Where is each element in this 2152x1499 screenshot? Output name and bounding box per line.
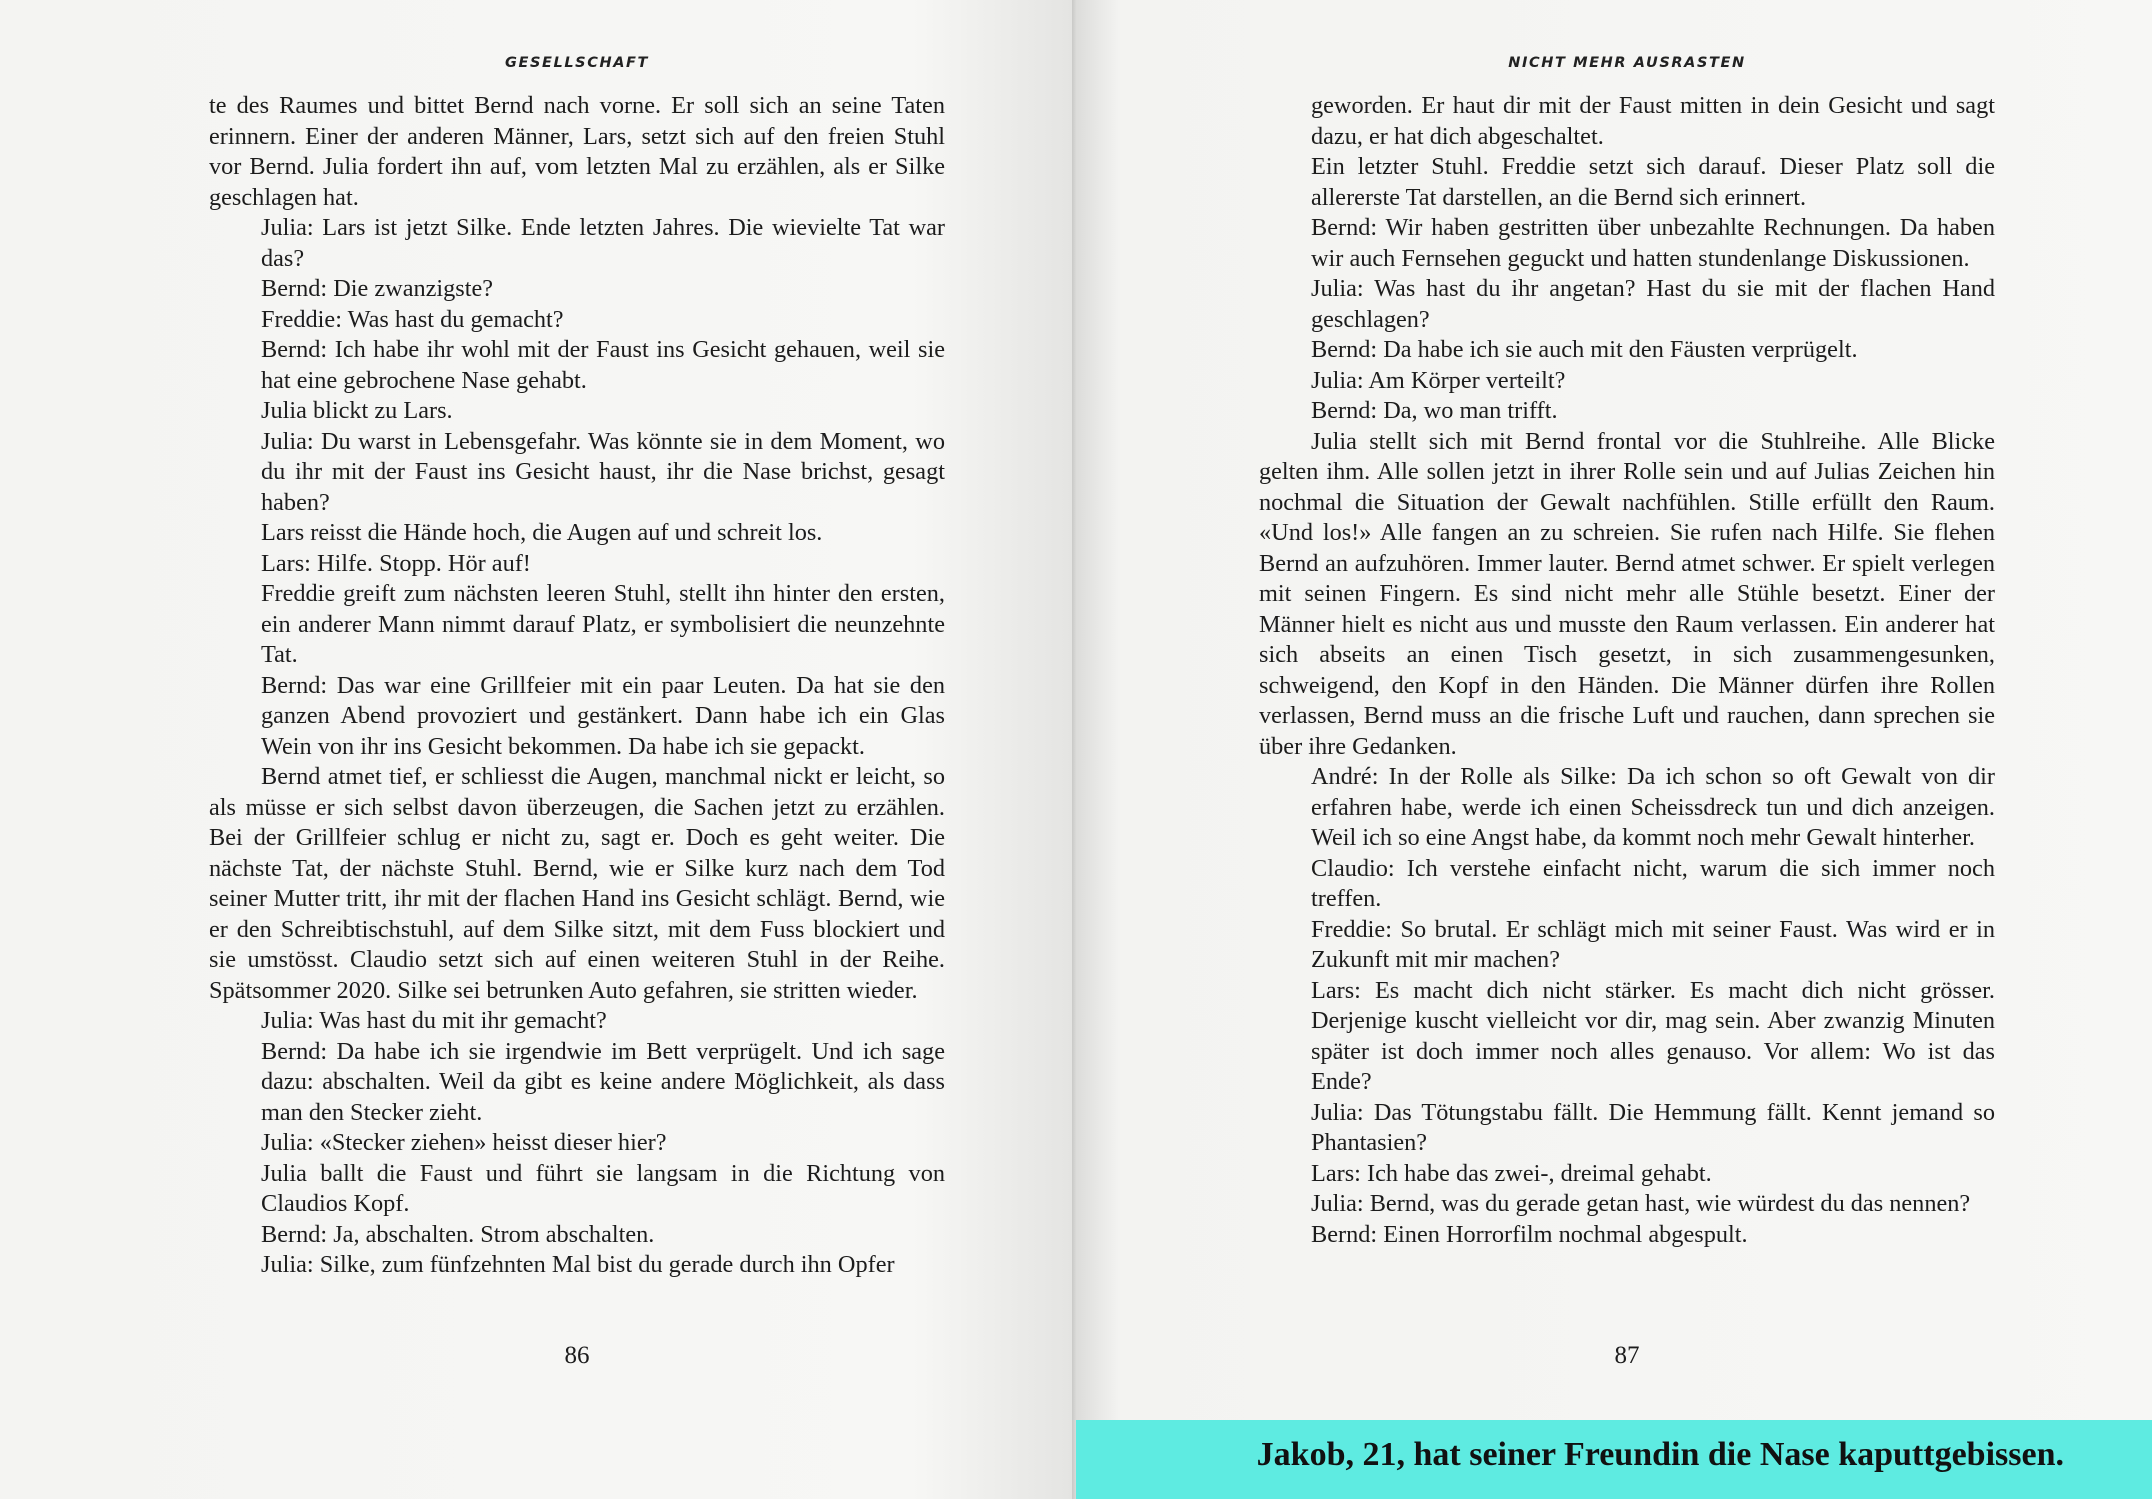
paragraph: Julia: Bernd, was du gerade getan hast, wie würdest du das nennen? — [1311, 1190, 1971, 1217]
paragraph: Freddie: Was hast du gemacht? — [261, 305, 564, 333]
paragraph: geworden. Er haut dir mit der Faust mitten in dein Gesicht und sagt dazu, er hat dich abgeschaltet. — [1311, 92, 1995, 150]
teaser-text: Jakob, 21, hat seiner Freundin die Nase kaputtgebissen. — [1256, 1436, 2064, 1473]
paragraph: Claudio: Ich verstehe einfacht nicht, warum die sich immer noch treffen. — [1311, 854, 1995, 912]
paragraph: Julia stellt sich mit Bernd frontal vor die Stuhlreihe. Alle Blicke gelten ihm. Alle sollen jetzt in ihrer Rolle sein und auf Julias Zeichen hin nochmal die Situation der Gewalt nachfühlen. Stille erfüllt den Raum. «Und los!» Alle fangen an zu schreien. Sie rufen nach Hilfe. Sie flehen Bernd an aufzuhören. Immer lauter. Bernd atmet schwer. Er spielt verlegen mit seinen Fingern. Es sind nicht mehr alle Stühle besetzt. Einer der Männer hielt es nicht aus und musste den Raum verlassen. Ein anderer hat sich abseits an einen Tisch gesetzt, in sich zusammengesunken, schweigend, den Kopf in den Händen. Die Männer dürfen ihre Rollen verlassen, Bernd muss an die frische Luft und rauchen, dann sprechen sie über ihre Gedanken. — [1259, 427, 1995, 760]
paragraph: Julia: Lars ist jetzt Silke. Ende letzten Jahres. Die wievielte Tat war das? — [261, 214, 945, 272]
page-number-right: 87 — [1614, 1342, 1640, 1369]
body-text-right — [1259, 91, 1995, 1250]
paragraph: Julia: «Stecker ziehen» heisst dieser hier? — [261, 1129, 667, 1156]
paragraph: Lars: Es macht dich nicht stärker. Es macht dich nicht grösser. Derjenige kuscht vielleicht vor dir, mag sein. Aber zwanzig Minuten später ist doch immer noch alles genauso. Vor allem: Wo ist das Ende? — [1311, 976, 1995, 1095]
paragraph: Bernd: Ich habe ihr wohl mit der Faust ins Gesicht gehauen, weil sie hat eine gebrochene Nase gehabt. — [261, 336, 945, 394]
paragraph: Bernd: Einen Horrorfilm nochmal abgespult. — [1311, 1220, 1748, 1248]
left-page — [0, 0, 1074, 1499]
paragraph: Bernd: Da habe ich sie auch mit den Fäusten verprügelt. — [1311, 336, 1858, 363]
paragraph: te des Raumes und bittet Bernd nach vorne. Er soll sich an seine Taten erinnern. Einer der anderen Männer, Lars, setzt sich auf den freien Stuhl vor Bernd. Julia fordert ihn auf, vom letzten Mal zu erzählen, als er Silke geschlagen hat. — [209, 92, 945, 211]
paragraph: Bernd: Ja, abschalten. Strom abschalten. — [261, 1220, 655, 1248]
paragraph: Julia: Was hast du ihr angetan? Hast du sie mit der flachen Hand geschlagen? — [1311, 275, 1995, 333]
paragraph: Lars: Ich habe das zwei-, dreimal gehabt. — [1311, 1159, 1712, 1187]
paragraph: André: In der Rolle als Silke: Da ich schon so oft Gewalt von dir erfahren habe, werde ich einen Scheissdreck tun und dich anzeigen. Weil ich so eine Angst habe, da kommt noch mehr Gewalt hinterher. — [1311, 763, 1995, 851]
paragraph: Julia: Das Tötungstabu fällt. Die Hemmung fällt. Kennt jemand so Phantasien? — [1311, 1098, 1995, 1156]
paragraph: Julia: Am Körper verteilt? — [1311, 366, 1566, 394]
body-text-left — [209, 91, 945, 1281]
paragraph: Bernd: Die zwanzigste? — [261, 275, 494, 302]
paragraph: Julia: Silke, zum fünfzehnten Mal bist du gerade durch ihn Opfer — [261, 1251, 895, 1278]
paragraph: Lars: Hilfe. Stopp. Hör auf! — [261, 549, 531, 577]
right-page — [1076, 0, 2152, 1499]
paragraph: Julia: Du warst in Lebensgefahr. Was könnte sie in dem Moment, wo du ihr mit der Faust ins Gesicht haust, ihr die Nase brichst, gesagt haben? — [261, 427, 945, 516]
paragraph: Julia blickt zu Lars. — [261, 397, 453, 424]
paragraph: Julia: Was hast du mit ihr gemacht? — [261, 1007, 607, 1034]
paragraph: Bernd: Da habe ich sie irgendwie im Bett verprügelt. Und ich sage dazu: abschalten. Weil da gibt es keine andere Möglichkeit, als dass man den Stecker zieht. — [261, 1037, 945, 1126]
paragraph: Bernd: Wir haben gestritten über unbezahlte Rechnungen. Da haben wir auch Fernsehen geguckt und hatten stundenlange Diskussionen. — [1311, 214, 1995, 272]
paragraph: Freddie greift zum nächsten leeren Stuhl, stellt ihn hinter den ersten, ein anderer Mann nimmt darauf Platz, er symbolisiert die neunzehnte Tat. — [261, 580, 945, 668]
teaser-banner — [1076, 1420, 2152, 1499]
running-header-left: GESELLSCHAFT — [504, 55, 650, 71]
paragraph: Bernd atmet tief, er schliesst die Augen, manchmal nickt er leicht, so als müsse er sich selbst davon überzeugen, die Sachen jetzt zu erzählen. Bei der Grillfeier schlug er nicht zu, sagt er. Doch es geht weiter. Die nächste Tat, der nächste Stuhl. Bernd, wie er Silke kurz nach dem Tod seiner Mutter tritt, ihr mit der flachen Hand ins Gesicht schlägt. Bernd, wie er den Schreibtischstuhl, auf dem Silke sitzt, mit dem Fuss blockiert und sie umstösst. Claudio setzt sich auf einen weiteren Stuhl in der Reihe. Spätsommer 2020. Silke sei betrunken Auto gefahren, sie stritten wieder. — [209, 763, 945, 1004]
paragraph: Ein letzter Stuhl. Freddie setzt sich darauf. Dieser Platz soll die allererste Tat darstellen, an die Bernd sich erinnert. — [1311, 153, 1995, 211]
running-header-right: NICHT MEHR AUSRASTEN — [1508, 55, 1746, 71]
paragraph: Bernd: Das war eine Grillfeier mit ein paar Leuten. Da hat sie den ganzen Abend provoziert und gestänkert. Dann habe ich ein Glas Wein von ihr ins Gesicht bekommen. Da habe ich sie gepackt. — [261, 671, 945, 760]
page-number-left: 86 — [564, 1342, 590, 1369]
paragraph: Lars reisst die Hände hoch, die Augen auf und schreit los. — [261, 519, 823, 546]
paragraph: Freddie: So brutal. Er schlägt mich mit seiner Faust. Was wird er in Zukunft mit mir machen? — [1311, 915, 1995, 973]
paragraph: Julia ballt die Faust und führt sie langsam in die Richtung von Claudios Kopf. — [261, 1159, 945, 1217]
paragraph: Bernd: Da, wo man trifft. — [1311, 397, 1558, 424]
